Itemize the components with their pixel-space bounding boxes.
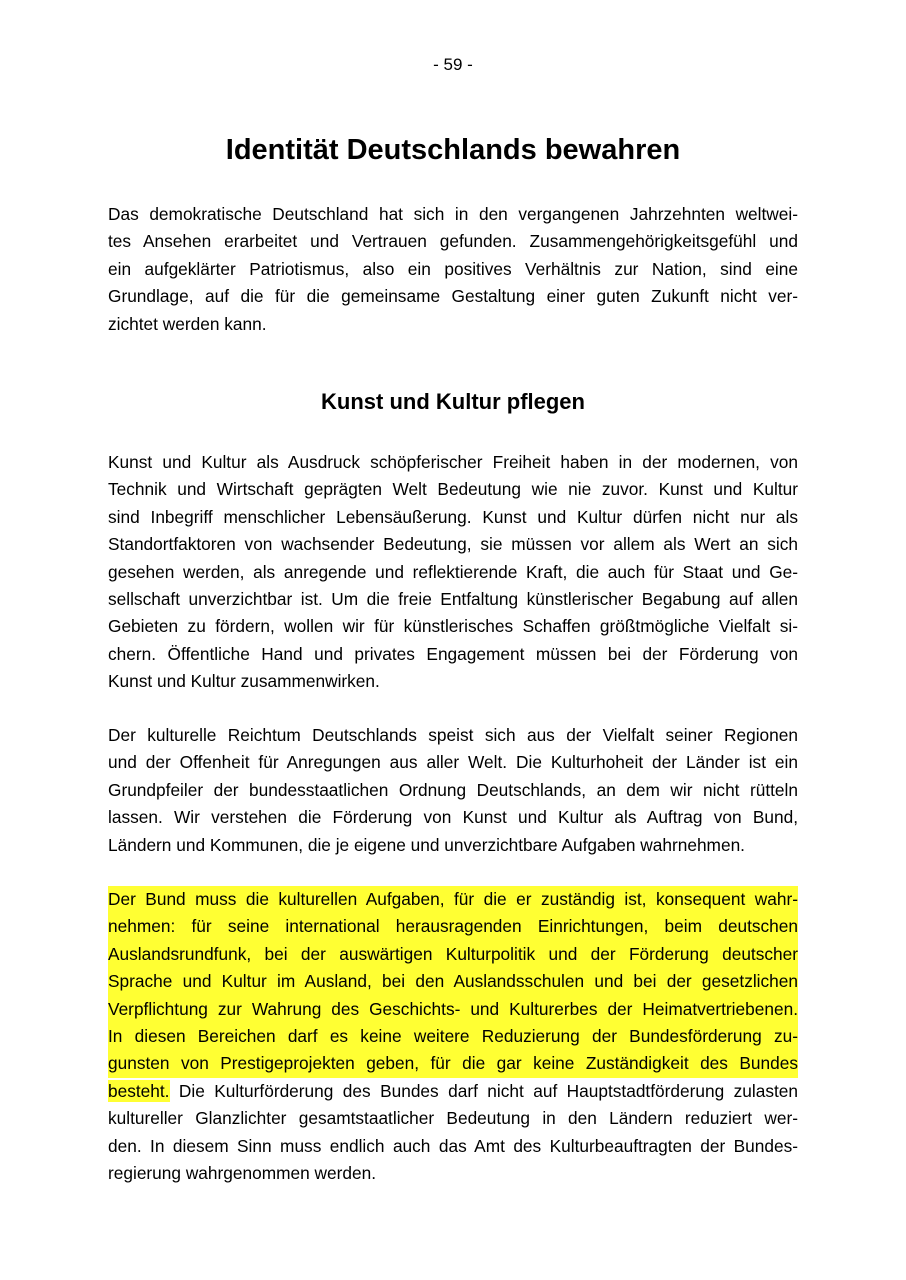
- text-line: zichtet werden kann.: [108, 313, 267, 334]
- text-line: Kunst und Kultur als Ausdruck schöpferischer Freiheit haben in der modernen, von: [108, 452, 798, 472]
- mixed-line: [108, 1078, 798, 1105]
- highlighted-line: Der Bund muss die kulturellen Aufgaben, für die er zuständig ist, konsequent wahr-: [108, 886, 798, 913]
- text-line: Standortfaktoren von wachsender Bedeutung, sie müssen vor allem als Wert an sich: [108, 534, 798, 555]
- text-line: Ländern und Kommunen, die je eigene und unverzichtbare Aufgaben wahrnehmen.: [108, 834, 745, 855]
- highlighted-line: nehmen: für seine international herausragenden Einrichtungen, beim deutschen: [108, 913, 798, 940]
- text-line: kultureller Glanzlichter gesamtstaatlicher Bedeutung in den Ländern reduziert wer-: [108, 1108, 798, 1129]
- paragraph-kulturhoheit: [108, 722, 798, 859]
- highlighted-line: In diesen Bereichen darf es keine weitere Reduzierung der Bundesförderung zu-: [108, 1023, 798, 1050]
- text-line: regierung wahrgenommen werden.: [108, 1162, 377, 1183]
- text-line: Der kulturelle Reichtum Deutschlands speist sich aus der Vielfalt seiner Regionen: [108, 725, 798, 745]
- text-line: lassen. Wir verstehen die Förderung von Kunst und Kultur als Auftrag von Bund,: [108, 807, 798, 828]
- text-line: Das demokratische Deutschland hat sich in den vergangenen Jahrzehnten weltwei-: [108, 204, 798, 224]
- text-line: den. In diesem Sinn muss endlich auch das Amt des Kulturbeauftragten der Bundes-: [108, 1135, 798, 1156]
- paragraph-identity: [108, 201, 798, 338]
- section-heading: Kunst und Kultur pflegen: [321, 389, 585, 414]
- highlighted-line: Sprache und Kultur im Ausland, bei den Auslandsschulen und bei der gesetzlichen: [108, 968, 798, 995]
- highlighted-line: Auslandsrundfunk, bei der auswärtigen Kulturpolitik und der Förderung deutscher: [108, 941, 798, 968]
- text-line: Kunst und Kultur zusammenwirken.: [108, 671, 380, 692]
- text-line: Grundlage, auf die für die gemeinsame Gestaltung einer guten Zukunft nicht ver-: [108, 286, 798, 307]
- text-line: Technik und Wirtschaft geprägten Welt Bedeutung wie nie zuvor. Kunst und Kultur: [108, 479, 798, 500]
- paragraph-bund-aufgaben: [108, 886, 798, 1187]
- text-line: sind Inbegriff menschlicher Lebensäußerung. Kunst und Kultur dürfen nicht nur als: [108, 506, 798, 527]
- highlight-span: besteht.: [108, 1080, 170, 1101]
- page-title: Identität Deutschlands bewahren: [225, 134, 681, 166]
- text-span: Die Kulturförderung des Bundes darf nicht auf Hauptstadtförderung zulasten: [169, 1080, 798, 1101]
- highlighted-line: gunsten von Prestigeprojekten geben, für die gar keine Zuständigkeit des Bundes: [108, 1050, 798, 1077]
- text-line: tes Ansehen erarbeitet und Vertrauen gefunden. Zusammengehörigkeitsgefühl und: [108, 231, 798, 252]
- highlighted-line: Verpflichtung zur Wahrung des Geschichts- und Kulturerbes der Heimatvertriebenen.: [108, 996, 798, 1023]
- text-line: sellschaft unverzichtbar ist. Um die freie Entfaltung künstlerischer Begabung auf allen: [108, 588, 798, 609]
- text-line: gesehen werden, als anregende und reflektierende Kraft, die auch für Staat und Ge-: [108, 561, 798, 582]
- text-line: Grundpfeiler der bundesstaatlichen Ordnung Deutschlands, an dem wir nicht rütteln: [108, 779, 798, 800]
- text-line: Gebieten zu fördern, wollen wir für künstlerisches Schaffen größtmögliche Vielfalt si-: [108, 616, 798, 637]
- paragraph-kunst-kultur: [108, 449, 798, 696]
- text-line: chern. Öffentliche Hand und privates Engagement müssen bei der Förderung von: [108, 643, 798, 664]
- text-line: ein aufgeklärter Patriotismus, also ein positives Verhältnis zur Nation, sind eine: [108, 258, 798, 279]
- page-number: - 59 -: [433, 55, 473, 74]
- text-line: und der Offenheit für Anregungen aus aller Welt. Die Kulturhoheit der Länder ist ein: [108, 752, 798, 773]
